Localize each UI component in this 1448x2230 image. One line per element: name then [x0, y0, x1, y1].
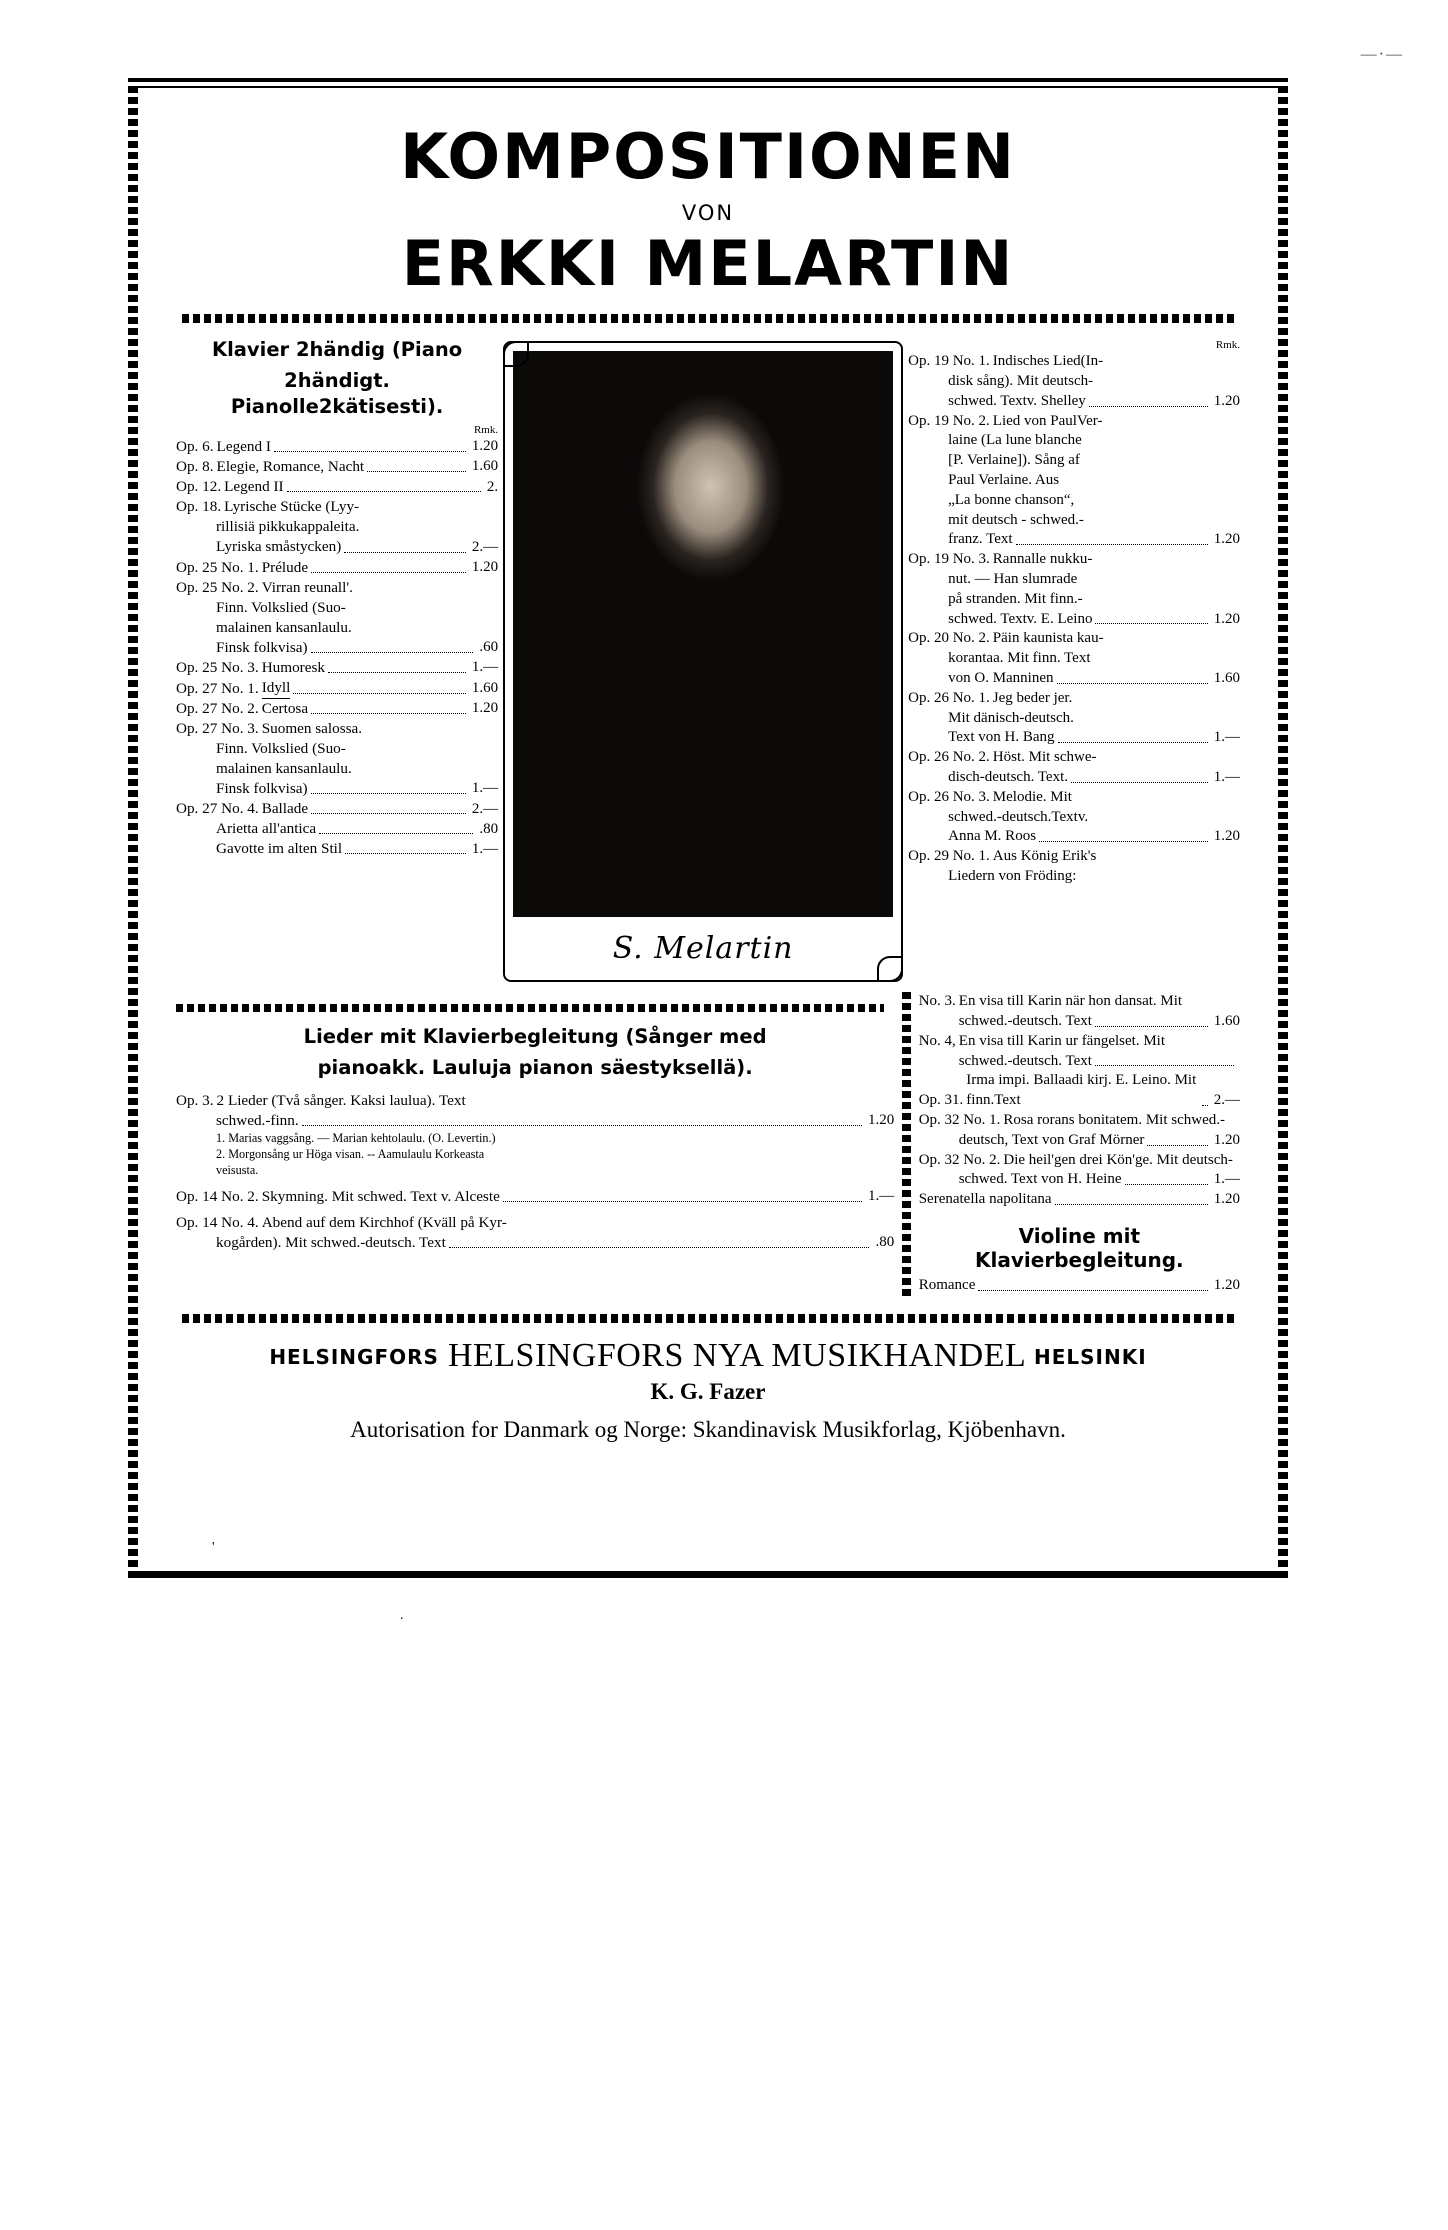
column-right-lower	[919, 992, 1240, 1296]
list-item-highlighted: Op. 27 No. 1. Idyll 1.60	[176, 678, 498, 699]
footer-authorisation: Autorisation for Danmark og Norge: Skandinavisk Musikforlag, Kjöbenhavn.	[350, 1416, 1066, 1442]
list-item-continuation: kogården). Mit schwed.-deutsch. Text .80	[216, 1233, 895, 1251]
divider-dotted-vertical	[902, 992, 911, 1296]
leader-dots	[311, 651, 474, 653]
publisher-line	[176, 1337, 1240, 1375]
list-item-continuation: disk sång). Mit deutsch-	[948, 372, 1094, 389]
list-item-continuation: nut. — Han slumrade	[948, 570, 1078, 587]
list-item-continuation: Liedern von Fröding:	[948, 867, 1077, 884]
leader-dots	[978, 1289, 1207, 1291]
leader-dots	[1016, 543, 1208, 545]
list-item: Op. 27 No. 3. Suomen salossa.	[176, 720, 363, 737]
lieder-note: 1. Marias vaggsång. — Marian kehtolaulu. (O. Levertin.)	[216, 1130, 496, 1145]
list-item: No. 4, En visa till Karin ur fängelset. Mit	[918, 1032, 1166, 1049]
list-item-continuation: schwed. Textv. Shelley 1.20	[948, 392, 1240, 409]
list-item: No. 3. En visa till Karin när hon dansat. Mit	[918, 993, 1183, 1010]
three-column-layout	[176, 337, 1240, 982]
column-middle	[498, 337, 908, 982]
list-item: Op. 12. Legend II 2.	[176, 478, 499, 496]
list-item-continuation: laine (La lune blanche	[948, 432, 1082, 449]
column-right	[908, 337, 1240, 982]
list-item: Op. 19 No. 1. Indisches Lied(In-	[908, 353, 1104, 370]
list-item: Op. 26 No. 1. Jeg beder jer.	[908, 689, 1073, 706]
leader-dots	[311, 792, 466, 794]
list-item: Op. 19 No. 3. Rannalle nukku-	[908, 551, 1093, 568]
leader-dots	[328, 671, 466, 673]
list-item-continuation: [P. Verlaine]). Sång af	[948, 452, 1080, 469]
list-item: Op. 8. Elegie, Romance, Nacht 1.60	[176, 458, 499, 476]
footer-city-right: HELSINKI	[1034, 1344, 1147, 1369]
list-item-continuation: Mit dänisch-deutsch.	[948, 709, 1074, 726]
title-von: VON	[681, 201, 735, 226]
currency-label-right: Rmk.	[1215, 339, 1240, 352]
divider-dotted-top	[182, 314, 1234, 323]
list-item: Op. 14 No. 4. Abend auf dem Kirchhof (Kväll på Kyr-	[176, 1213, 507, 1231]
list-item-continuation: malainen kansanlaulu.	[216, 760, 352, 778]
page-title: KOMPOSITIONEN	[400, 120, 1016, 193]
composer-portrait-photo	[513, 351, 893, 917]
leader-dots	[1202, 1104, 1208, 1106]
section-heading-piano-line1: Klavier 2händig (Piano	[211, 338, 463, 362]
lieder-list	[176, 1091, 894, 1253]
list-item-continuation: Finsk folkvisa) .60	[216, 638, 499, 656]
leader-dots	[344, 551, 466, 553]
list-item-continuation: Finn. Volkslied (Suo-	[216, 740, 346, 758]
divider-dotted-footer	[182, 1314, 1234, 1323]
list-item-continuation: malainen kansanlaulu.	[216, 618, 352, 636]
list-item: Op. 25 No. 2. Virran reunall'.	[176, 578, 353, 596]
list-item-continuation: Finsk folkvisa) 1.—	[216, 780, 499, 798]
lieder-section	[176, 992, 894, 1296]
list-item: Op. 26 No. 2. Höst. Mit schwe-	[908, 749, 1097, 766]
piano-works-list	[176, 437, 498, 859]
lieder-note: veisusta.	[216, 1162, 259, 1177]
stray-mark-left: '	[212, 1540, 215, 1555]
leader-dots	[1058, 741, 1208, 743]
list-item-continuation: Gavotte im alten Stil 1.—	[216, 840, 499, 858]
leader-dots	[1039, 840, 1208, 842]
leader-dots	[311, 812, 466, 814]
list-item: Op. 19 No. 2. Lied von PaulVer-	[908, 412, 1103, 429]
column-left	[176, 337, 498, 982]
leader-dots	[274, 450, 466, 452]
footer-publisher-name: HELSINGFORS NYA MUSIKHANDEL	[447, 1336, 1025, 1374]
list-item: Op. 32 No. 2. Die heil'gen drei Kön'ge. Mit deutsch-	[918, 1151, 1233, 1168]
list-item: Op. 31. Irma impi. Ballaadi kirj. E. Leino. Mit finn.Text 2.—	[918, 1072, 1240, 1109]
list-item: Serenatella napolitana 1.20	[918, 1191, 1240, 1208]
leader-dots	[293, 692, 466, 694]
leader-dots	[1055, 1203, 1208, 1205]
list-item-continuation: mit deutsch - schwed.-	[948, 511, 1084, 528]
list-item-continuation: Text von H. Bang 1.—	[948, 729, 1240, 746]
lower-band	[176, 992, 1240, 1296]
list-item-continuation: Anna M. Roos 1.20	[948, 828, 1240, 845]
list-item: Op. 25 No. 3. Humoresk 1.—	[176, 658, 499, 676]
currency-label-left: Rmk.	[473, 424, 499, 437]
footer-owner: K. G. Fazer	[650, 1378, 766, 1404]
leader-dots	[302, 1124, 862, 1126]
list-item: Op. 25 No. 1. Prélude 1.20	[176, 558, 499, 576]
stray-mark-center: .	[400, 1608, 404, 1623]
leader-dots	[345, 852, 466, 854]
lieder-note: 2. Morgonsång ur Höga visan. -- Aamulaulu Korkeasta	[216, 1146, 485, 1161]
list-item-continuation: rillisiä pikkukappaleita.	[216, 518, 360, 536]
list-item: Op. 3. 2 Lieder (Två sånger. Kaksi laulua). Text	[176, 1091, 466, 1109]
list-item: Romance 1.20	[918, 1276, 1240, 1293]
list-item-continuation: schwed. Textv. E. Leino 1.20	[948, 610, 1240, 627]
list-item-continuation: Finn. Volkslied (Suo-	[216, 598, 346, 616]
list-item-continuation: von O. Manninen 1.60	[948, 669, 1240, 686]
list-item-continuation: schwed.-finn. 1.20	[216, 1111, 895, 1129]
leader-dots	[1057, 682, 1208, 684]
leader-dots	[319, 832, 473, 834]
footer-city-left: HELSINGFORS	[269, 1344, 439, 1369]
leader-dots	[367, 470, 466, 472]
list-item: Op. 29 No. 1. Aus König Erik's	[908, 848, 1097, 865]
list-item: Op. 26 No. 3. Melodie. Mit	[908, 788, 1072, 805]
leader-dots	[1147, 1144, 1207, 1146]
section-heading-piano-line2: 2händigt. Pianolle2kätisesti).	[230, 368, 444, 418]
list-item-continuation: Arietta all'antica .80	[216, 820, 499, 838]
list-item-continuation: korantaa. Mit finn. Text	[948, 650, 1091, 667]
list-item-continuation: på stranden. Mit finn.-	[948, 590, 1083, 607]
leader-dots	[1095, 1025, 1208, 1027]
songs-list-right	[908, 352, 1240, 887]
advertisement-content	[150, 96, 1266, 1558]
list-item-continuation: Lyriska småstycken) 2.—	[216, 538, 499, 556]
list-item-continuation: deutsch, Text von Graf Mörner 1.20	[958, 1131, 1240, 1148]
leader-dots	[503, 1200, 862, 1202]
leader-dots	[1089, 405, 1208, 407]
section-heading-violin: Violine mit Klavierbegleitung.	[975, 1223, 1184, 1272]
leader-dots	[1125, 1183, 1208, 1185]
list-item: Op. 32 No. 1. Rosa rorans bonitatem. Mit schwed.-	[918, 1111, 1225, 1128]
list-item-continuation: franz. Text 1.20	[948, 531, 1240, 548]
leader-dots	[1095, 1064, 1234, 1066]
leader-dots	[311, 712, 466, 714]
divider-dotted-lieder	[176, 1004, 884, 1012]
list-item-continuation: schwed. Text von H. Heine 1.—	[958, 1171, 1240, 1188]
section-heading-lieder-line1: Lieder mit Klavierbegleitung (Sånger med	[303, 1025, 767, 1049]
signature: S. Melartin	[612, 931, 794, 967]
composer-name: ERKKI MELARTIN	[401, 227, 1015, 301]
corner-mark: —·—	[1360, 46, 1404, 63]
leader-dots	[1071, 781, 1208, 783]
list-item-continuation: „La bonne chanson“,	[948, 491, 1075, 508]
leader-dots	[449, 1246, 870, 1248]
list-item-continuation: Paul Verlaine. Aus	[948, 471, 1060, 488]
list-item-continuation: schwed.-deutsch. Text	[919, 1052, 1240, 1072]
list-item: Op. 27 No. 2. Certosa 1.20	[176, 699, 499, 717]
list-item: Op. 18. Lyrische Stücke (Lyy-	[176, 498, 360, 516]
leader-dots	[287, 490, 481, 492]
list-item-continuation: schwed.-deutsch. Text 1.60	[958, 1012, 1240, 1029]
list-item: Op. 20 No. 2. Päin kaunista kau-	[908, 630, 1104, 647]
list-item-continuation: disch-deutsch. Text. 1.—	[948, 768, 1240, 785]
list-item: Op. 27 No. 4. Ballade 2.—	[176, 800, 499, 818]
list-item-continuation: schwed.-deutsch.Textv.	[948, 808, 1089, 825]
leader-dots	[311, 571, 466, 573]
list-item: Op. 14 No. 2. Skymning. Mit schwed. Text v. Alceste 1.—	[176, 1187, 895, 1205]
publisher-footer	[176, 1337, 1240, 1443]
list-item: Op. 6. Legend I 1.20	[176, 438, 499, 456]
section-heading-lieder-line2: pianoakk. Lauluja pianon säestyksellä).	[317, 1055, 753, 1079]
portrait-frame	[503, 341, 903, 982]
leader-dots	[1095, 622, 1207, 624]
